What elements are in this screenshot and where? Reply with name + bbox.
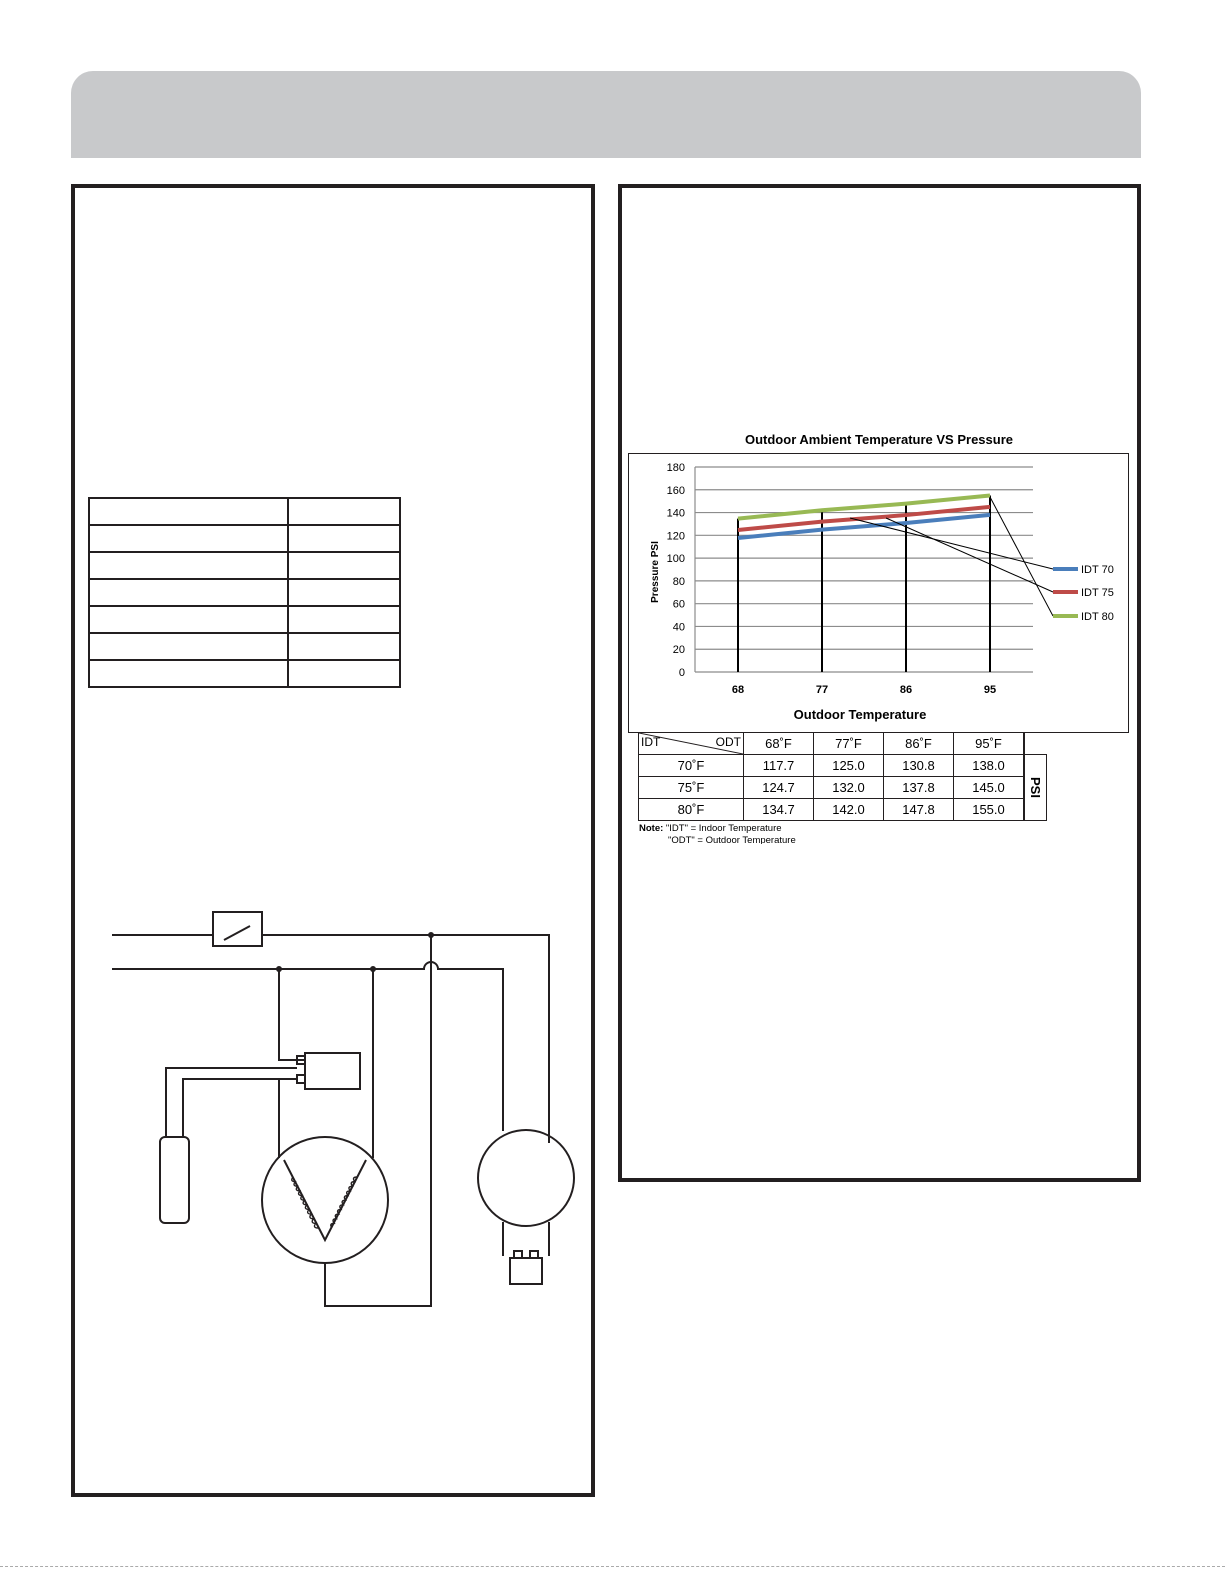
legend-leader-line	[850, 518, 1053, 569]
pressure-table	[638, 732, 1047, 821]
note-line-2: "ODT" = Outdoor Temperature	[668, 835, 796, 844]
table-header-row	[639, 733, 1047, 755]
y-tick-label: 20	[672, 644, 685, 657]
page-edge-divider	[0, 1566, 1225, 1567]
legend-label: IDT 75	[1081, 587, 1114, 599]
y-tick-label: 100	[666, 553, 685, 566]
table-cell: 147.8	[884, 799, 954, 821]
y-tick-label: 120	[666, 530, 685, 543]
table-row	[639, 777, 1047, 799]
y-tick-label: 80	[672, 575, 685, 588]
y-tick-label: 180	[666, 462, 685, 474]
table-column-header: 77˚F	[814, 733, 884, 755]
table-cell: 138.0	[954, 755, 1025, 777]
y-tick-label: 140	[666, 507, 685, 520]
x-tick-label: 95	[983, 684, 997, 696]
y-tick-label: 0	[678, 667, 685, 679]
table-corner-cell	[639, 733, 744, 755]
table-cell: 155.0	[954, 799, 1025, 821]
table-cell: 117.7	[744, 755, 814, 777]
table-row	[639, 755, 1047, 777]
table-cell: 145.0	[954, 777, 1025, 799]
legend-label: IDT 80	[1081, 611, 1114, 623]
table-column-header: 68˚F	[744, 733, 814, 755]
x-tick-label: 86	[899, 684, 913, 696]
table-column-header: 86˚F	[884, 733, 954, 755]
table-cell: 125.0	[814, 755, 884, 777]
y-tick-label: 60	[672, 598, 685, 611]
note-label: Note:	[639, 823, 664, 834]
table-cell: 137.8	[884, 777, 954, 799]
y-tick-label: 160	[666, 484, 685, 497]
x-tick-label: 68	[731, 684, 745, 696]
table-unit-spacer	[1024, 733, 1046, 755]
table-unit-cell	[1024, 755, 1046, 821]
table-row-header: 80˚F	[639, 799, 744, 821]
table-cell: 124.7	[744, 777, 814, 799]
y-axis-label: Pressure PSI	[650, 541, 661, 603]
table-cell: 142.0	[814, 799, 884, 821]
chart-title: Outdoor Ambient Temperature VS Pressure	[744, 432, 1013, 447]
series-line	[738, 495, 990, 518]
y-tick-label: 40	[672, 621, 685, 634]
note-line-1: "IDT" = Indoor Temperature	[665, 823, 782, 834]
table-cell: 132.0	[814, 777, 884, 799]
x-tick-label: 77	[815, 684, 829, 696]
table-row-header: 75˚F	[639, 777, 744, 799]
table-row-header: 70˚F	[639, 755, 744, 777]
table-row	[639, 799, 1047, 821]
corner-col-label: ODT	[715, 735, 741, 749]
table-unit-label: PSI	[1027, 777, 1043, 798]
legend-leader-line	[990, 497, 1053, 616]
legend-label: IDT 70	[1081, 564, 1114, 576]
table-cell: 130.8	[884, 755, 954, 777]
table-cell: 134.7	[744, 799, 814, 821]
table-column-header: 95˚F	[954, 733, 1025, 755]
x-axis-label: Outdoor Temperature	[793, 707, 927, 722]
corner-row-label: IDT	[641, 735, 661, 749]
table-note	[639, 823, 796, 844]
